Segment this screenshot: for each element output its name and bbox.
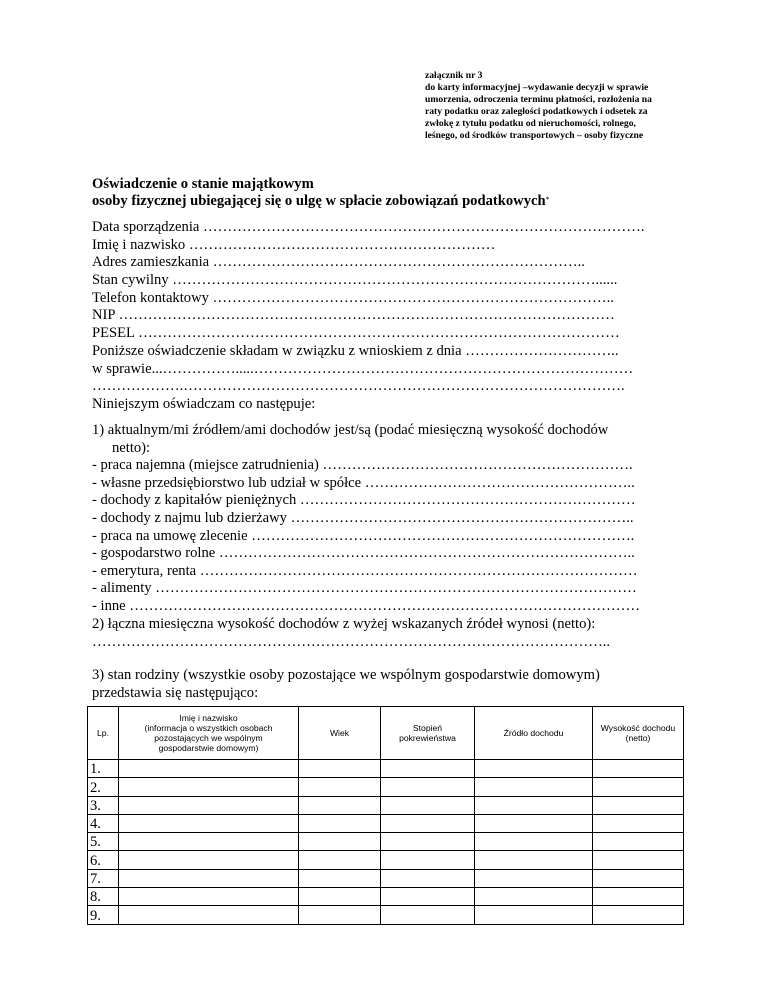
section2-heading: 2) łączna miesięczna wysokość dochodów z wyżej wskazanych źródeł wynosi (netto): <box>92 616 596 632</box>
personal-fields <box>92 219 692 414</box>
income-capital[interactable]: - dochody z kapitałów pieniężnych …………………………………………………………… <box>92 492 636 509</box>
cell-kinship[interactable] <box>381 888 475 906</box>
row-number: 7. <box>88 869 119 887</box>
header-source: Źródło dochodu <box>475 707 593 760</box>
cell-source[interactable] <box>475 796 593 814</box>
cell-source[interactable] <box>475 869 593 887</box>
annex-line: załącznik nr 3 <box>425 70 483 81</box>
section1-heading: 1) aktualnym/mi źródłem/ami dochodów jest/są (podać miesięczną wysokość dochodów <box>92 422 609 438</box>
cell-kinship[interactable] <box>381 869 475 887</box>
cell-kinship[interactable] <box>381 906 475 924</box>
cell-name[interactable] <box>119 833 299 851</box>
field-marital-status[interactable]: Stan cywilny ……………………………………………………………………………...... <box>92 272 618 289</box>
income-rental[interactable]: - dochody z najmu lub dzierżawy …………………………………………………………….. <box>92 509 634 526</box>
cell-amount[interactable] <box>593 778 684 796</box>
cell-kinship[interactable] <box>381 814 475 832</box>
table-row <box>88 760 684 778</box>
field-nip[interactable]: NIP ………………………………………………………………………………………… <box>92 307 615 324</box>
cell-age[interactable] <box>299 760 381 778</box>
cell-name[interactable] <box>119 778 299 796</box>
footnote-mark: * <box>545 195 550 204</box>
income-pension[interactable]: - emerytura, renta ……………………………………………………………………………… <box>92 562 638 579</box>
income-sources-section <box>92 422 692 616</box>
header-kinship-line: Stopień <box>412 723 443 733</box>
header-name-line: pozostających we wspólnym <box>154 733 263 743</box>
header-amount <box>593 707 684 760</box>
cell-name[interactable] <box>119 906 299 924</box>
table-header-row <box>88 707 684 760</box>
row-number: 6. <box>88 851 119 869</box>
cell-name[interactable] <box>119 851 299 869</box>
section1-heading-cont: netto): <box>112 439 151 456</box>
header-name-line: Imię i nazwisko <box>179 713 238 723</box>
annex-note <box>425 70 725 142</box>
field-address[interactable]: Adres zamieszkania ………………………………………………………………….. <box>92 254 585 271</box>
total-income-section <box>92 615 692 650</box>
field-matter[interactable]: w sprawie...…………….....…………………………………………………………………… <box>92 360 634 377</box>
table-row <box>88 778 684 796</box>
annex-line: do karty informacyjnej –wydawanie decyzji w sprawie <box>425 82 649 93</box>
income-farm[interactable]: - gospodarstwo rolne ………………………………………………………………………….. <box>92 545 635 562</box>
header-amount-line: (netto) <box>625 733 651 743</box>
cell-amount[interactable] <box>593 869 684 887</box>
income-other[interactable]: - inne …………………………………………………………………………………………… <box>92 597 641 614</box>
field-date[interactable]: Data sporządzenia ………………………………………………………………………………. <box>92 219 645 235</box>
cell-name[interactable] <box>119 814 299 832</box>
document-title <box>92 176 550 210</box>
cell-name[interactable] <box>119 869 299 887</box>
header-lp: Lp. <box>88 707 119 760</box>
cell-name[interactable] <box>119 760 299 778</box>
row-number: 1. <box>88 760 119 778</box>
row-number: 8. <box>88 888 119 906</box>
income-alimony[interactable]: - alimenty ……………………………………………………………………………………… <box>92 580 637 597</box>
table-row <box>88 906 684 924</box>
row-number: 3. <box>88 796 119 814</box>
section3-heading-cont: przedstawia się następująco: <box>92 684 259 701</box>
cell-amount[interactable] <box>593 833 684 851</box>
table-row <box>88 869 684 887</box>
annex-line: umorzenia, odroczenia terminu płatności, rozłożenia na <box>425 94 652 105</box>
header-age: Wiek <box>299 707 381 760</box>
field-application-date[interactable]: Poniższe oświadczenie składam w związku z wnioskiem z dnia ………………………….. <box>92 342 619 359</box>
title-line-2-text: osoby fizycznej ubiegającej się o ulgę w spłacie zobowiązań podatkowych <box>92 193 546 209</box>
field-phone[interactable]: Telefon kontaktowy ……………………………………………………………………….. <box>92 289 614 306</box>
cell-age[interactable] <box>299 814 381 832</box>
cell-source[interactable] <box>475 833 593 851</box>
cell-source[interactable] <box>475 778 593 796</box>
table-row <box>88 888 684 906</box>
annex-line: zwłokę z tytułu podatku od nieruchomości, rolnego, <box>425 118 636 129</box>
cell-source[interactable] <box>475 888 593 906</box>
family-section <box>92 666 692 701</box>
income-business[interactable]: - własne przedsiębiorstwo lub udział w spółce ……………………………………………….. <box>92 474 635 491</box>
table-row <box>88 851 684 869</box>
cell-age[interactable] <box>299 888 381 906</box>
row-number: 2. <box>88 778 119 796</box>
title-line-1: Oświadczenie o stanie majątkowym <box>92 176 314 192</box>
header-name <box>119 707 299 760</box>
annex-line: leśnego, od środków transportowych – osoby fizyczne <box>425 130 644 141</box>
row-number: 5. <box>88 833 119 851</box>
table-row <box>88 833 684 851</box>
cell-age[interactable] <box>299 869 381 887</box>
cell-age[interactable] <box>299 778 381 796</box>
cell-amount[interactable] <box>593 888 684 906</box>
income-employment[interactable]: - praca najemna (miejsce zatrudnienia) ………………………………………………………. <box>92 457 633 474</box>
cell-kinship[interactable] <box>381 796 475 814</box>
cell-amount[interactable] <box>593 906 684 924</box>
cell-amount[interactable] <box>593 851 684 869</box>
cell-source[interactable] <box>475 851 593 869</box>
cell-source[interactable] <box>475 760 593 778</box>
cell-age[interactable] <box>299 833 381 851</box>
cell-amount[interactable] <box>593 814 684 832</box>
cell-kinship[interactable] <box>381 851 475 869</box>
field-pesel[interactable]: PESEL ……………………………………………………………………………………… <box>92 325 620 342</box>
section3-heading: 3) stan rodziny (wszystkie osoby pozostające we wspólnym gospodarstwie domowym) <box>92 667 600 683</box>
cell-age[interactable] <box>299 796 381 814</box>
cell-age[interactable] <box>299 906 381 924</box>
cell-amount[interactable] <box>593 760 684 778</box>
cell-source[interactable] <box>475 814 593 832</box>
declaration-intro: Niniejszym oświadczam co następuje: <box>92 395 316 412</box>
header-kinship-line: pokrewieństwa <box>399 733 456 743</box>
table-row <box>88 796 684 814</box>
field-name[interactable]: Imię i nazwisko ……………………………………………………… <box>92 236 496 253</box>
cell-age[interactable] <box>299 851 381 869</box>
row-number: 9. <box>88 906 119 924</box>
header-name-line: gospodarstwie domowym) <box>158 743 259 753</box>
cell-name[interactable] <box>119 796 299 814</box>
annex-line: raty podatku oraz zaległości podatkowych i odsetek za <box>425 106 648 117</box>
row-number: 4. <box>88 814 119 832</box>
total-income-field[interactable]: …………………………………………………………………………………………….. <box>92 633 611 650</box>
header-amount-line: Wysokość dochodu <box>600 723 676 733</box>
family-table <box>87 706 684 925</box>
cell-kinship[interactable] <box>381 833 475 851</box>
income-contract[interactable]: - praca na umowę zlecenie ……………………………………………………………………. <box>92 527 635 544</box>
cell-kinship[interactable] <box>381 778 475 796</box>
cell-amount[interactable] <box>593 796 684 814</box>
cell-kinship[interactable] <box>381 760 475 778</box>
cell-name[interactable] <box>119 888 299 906</box>
cell-source[interactable] <box>475 906 593 924</box>
title-line-2 <box>92 193 550 210</box>
field-matter-continued[interactable]: ……………….………………………………………………………………………………. <box>92 378 625 395</box>
header-name-line: (informacja o wszystkich osobach <box>144 723 273 733</box>
table-row <box>88 814 684 832</box>
header-kinship <box>381 707 475 760</box>
